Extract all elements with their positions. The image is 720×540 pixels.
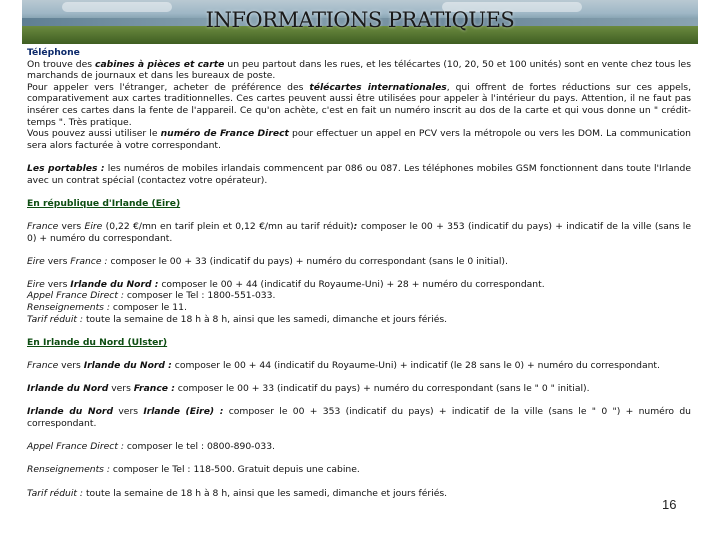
ulster-section-heading[interactable]: En Irlande du Nord (Ulster) bbox=[27, 336, 168, 348]
telephone-paragraph-cabines: On trouve des cabines à pièces et carte un peu partout dans les rues, et les télécartes (10, 20, 50 et 100 unités) sont en vente chez tous les marchands de journaux et dans les bureaux de poste. bbox=[27, 58, 691, 82]
page-title: INFORMATIONS PRATIQUES bbox=[205, 8, 515, 32]
telephone-paragraph-international: Pour appeler vers l'étranger, acheter de préférence des télécartes internationales, qui offrent de fortes réductions sur ces appels, comparativement aux cartes traditionnelles. Ces cartes peuvent aussi être utilisées pour appeler à l'intérieur du pays. Attention, il ne faut pas insérer ces cartes dans la fente de l'appareil. Ce qu'on achète, c'est en fait un numéro inscrit au dos de la carte et qui vous donne un " crédit-temps ". Très pratique. bbox=[27, 81, 691, 128]
portables-paragraph: Les portables : les numéros de mobiles irlandais commencent par 086 ou 087. Les téléphones mobiles GSM fonctionnent dans toute l'Irlande avec un contrat spécial (contactez votre opérateur). bbox=[27, 162, 691, 186]
header-banner bbox=[22, 0, 698, 44]
eire-to-france: Eire vers France : composer le 00 + 33 (indicatif du pays) + numéro du correspondant (sans le 0 initial). bbox=[27, 255, 508, 267]
telephone-paragraph-france-direct: Vous pouvez aussi utiliser le numéro de France Direct pour effectuer un appel en PCV vers la métropole ou vers les DOM. La communication sera alors facturée à votre correspondant. bbox=[27, 128, 691, 151]
france-to-northern-ireland: France vers Irlande du Nord : composer le 00 + 44 (indicatif du Royaume-Uni) + indicatif (le 28 sans le 0) + numéro du correspondant. bbox=[27, 360, 660, 372]
page-number: 16 bbox=[662, 497, 677, 512]
eire-to-northern-ireland: Eire vers Irlande du Nord : composer le 00 + 44 (indicatif du Royaume-Uni) + 28 + numéro du correspondant. bbox=[27, 278, 545, 290]
northern-ireland-to-eire: Irlande du Nord vers Irlande (Eire) : composer le 00 + 353 (indicatif du pays) + indicatif de la ville (sans le " 0 ") + numéro du correspondant. bbox=[27, 406, 691, 429]
ulster-renseignements: Renseignements : composer le Tel : 118-500. Gratuit depuis une cabine. bbox=[27, 464, 360, 476]
document-body bbox=[27, 47, 691, 499]
ulster-tarif-reduit: Tarif réduit : toute la semaine de 18 h à 8 h, ainsi que les samedi, dimanche et jours fériés. bbox=[27, 487, 448, 499]
eire-renseignements: Renseignements : composer le 11. bbox=[27, 302, 187, 314]
telephone-heading: Téléphone bbox=[27, 47, 80, 58]
ulster-appel-france-direct: Appel France Direct : composer le tel : 0800-890-033. bbox=[27, 441, 275, 453]
eire-section-heading[interactable]: En république d'Irlande (Eire) bbox=[27, 197, 181, 209]
northern-ireland-to-france: Irlande du Nord vers France : composer le 00 + 33 (indicatif du pays) + numéro du correspondant (sans le " 0 " initial). bbox=[27, 383, 590, 395]
france-to-eire: France vers Eire (0,22 €/mn en tarif plein et 0,12 €/mn au tarif réduit): composer le 00 + 353 (indicatif du pays) + indicatif de la ville (sans le 0) + numéro du correspondant. bbox=[27, 220, 691, 244]
eire-appel-france-direct: Appel France Direct : composer le Tel : 1800-551-033. bbox=[27, 290, 276, 302]
eire-tarif-reduit: Tarif réduit : toute la semaine de 18 h à 8 h, ainsi que les samedi, dimanche et jours fériés. bbox=[27, 313, 448, 325]
